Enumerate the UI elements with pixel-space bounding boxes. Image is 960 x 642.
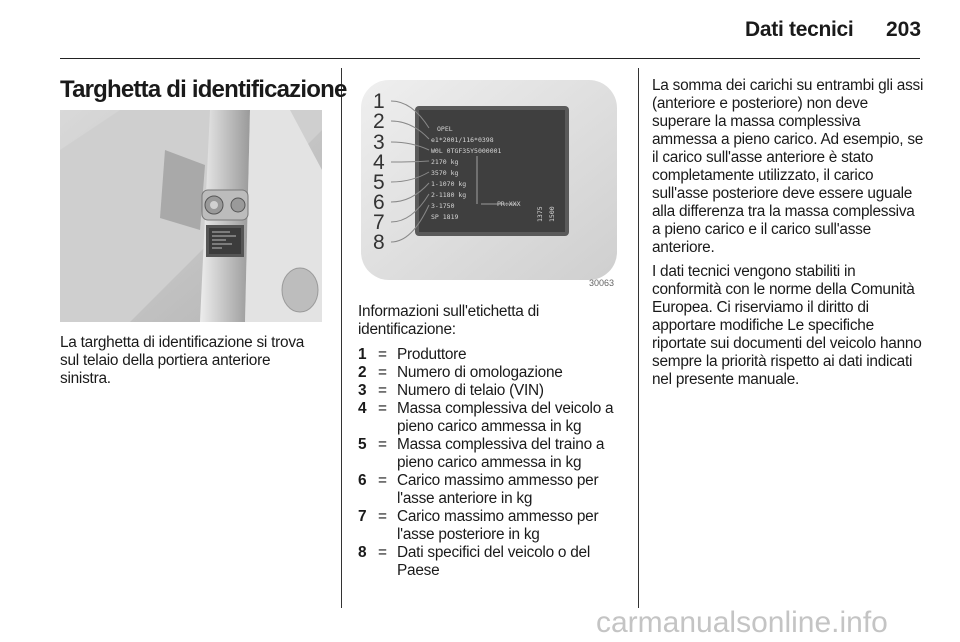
plate-location-caption: La targhetta di identificazione si trova sul telaio della portiera anteriore sinistra. [60,334,305,387]
column-divider-left [341,68,342,608]
callout-5: 5 [373,171,385,194]
legend-number: 3 [358,382,367,399]
legend-item [358,382,628,400]
legend-description: Numero di telaio (VIN) [397,382,544,399]
legend-item [358,544,628,580]
eu-norms-paragraph: I dati tecnici vengono stabiliti in conformità con le norme della Comunità Europea. Ci riserviamo il diritto di apportare modifiche Le specifiche riportate sui documenti del veicolo hanno sempre la priorità rispetto ai dati indicati nel presente manuale. [652,263,922,388]
plate-line-3: W0L 0TGF35Y5000001 [431,147,502,155]
plate-line-12: PR:XXX [497,200,521,208]
legend-description: Massa complessiva del traino a pieno carico ammessa in kg [397,436,605,471]
callout-3: 3 [373,131,385,154]
column-divider-right [638,68,639,608]
callout-4: 4 [373,151,385,174]
right-column [652,77,924,395]
label-info-intro: Informazioni sull'etichetta di identificazione: [358,303,540,338]
legend-description: Carico massimo ammesso per l'asse posteriore in kg [397,508,599,543]
section-heading: Targhetta di identificazione [60,76,347,103]
legend-equals: = [378,346,387,363]
page-number: 203 [886,18,922,41]
plate-line-4: 2170 kg [431,158,459,166]
plate-line-6: 1-1070 kg [431,180,467,188]
legend-equals: = [378,508,387,525]
legend-item [358,436,628,472]
legend-number: 8 [358,544,367,561]
legend-number: 6 [358,472,367,489]
legend-equals: = [378,544,387,561]
label-legend-list [358,346,628,580]
plate-line-11: 1500 [548,206,556,222]
plate-line-7: 2-1180 kg [431,191,467,199]
legend-item [358,346,628,364]
axle-load-paragraph: La somma dei carichi su entrambi gli assi (anteriore e posteriore) non deve superare la massa complessiva ammessa a pieno carico. Ad esempio, se il carico sull'asse anteriore è stato completamente utilizzato, il carico sull'asse posteriore deve essere uguale alla differenza tra la massa complessiva a pieno carico e il carico sull'asse anteriore. [652,77,924,256]
callout-1: 1 [373,90,385,113]
plate-line-2: e1*2001/116*0398 [431,136,494,144]
page-header-title: Dati tecnici [745,18,854,41]
callout-2: 2 [373,110,385,133]
label-closeup-illustration [357,76,623,288]
legend-description: Produttore [397,346,467,363]
legend-description: Dati specifici del veicolo o del Paese [397,544,591,579]
legend-equals: = [378,472,387,489]
callout-8: 8 [373,231,385,254]
legend-description: Numero di omologazione [397,364,563,381]
watermark-text: carmanualsonline.info [596,606,888,639]
plate-line-9: SP 1819 [431,213,459,221]
legend-item [358,364,628,382]
plate-line-5: 3570 kg [431,169,459,177]
legend-item [358,472,628,508]
door-frame-photo [60,110,322,322]
legend-equals: = [378,400,387,417]
legend-item [358,400,628,436]
legend-description: Massa complessiva del veicolo a pieno carico ammessa in kg [397,400,614,435]
legend-equals: = [378,364,387,381]
header-rule [60,58,920,59]
legend-number: 4 [358,400,367,417]
legend-equals: = [378,382,387,399]
callout-7: 7 [373,211,385,234]
plate-line-10: 1375 [536,206,544,222]
callout-6: 6 [373,191,385,214]
legend-equals: = [378,436,387,453]
plate-line-8: 3-1750 [431,202,455,210]
legend-description: Carico massimo ammesso per l'asse anteriore in kg [397,472,599,507]
figure-number: 30063 [589,278,615,288]
plate-line-1: OPEL [437,125,453,133]
legend-item [358,508,628,544]
legend-number: 1 [358,346,367,363]
door-frame-illustration [60,110,322,322]
legend-number: 7 [358,508,367,525]
legend-number: 2 [358,364,367,381]
legend-number: 5 [358,436,367,453]
label-closeup-photo [357,76,623,288]
